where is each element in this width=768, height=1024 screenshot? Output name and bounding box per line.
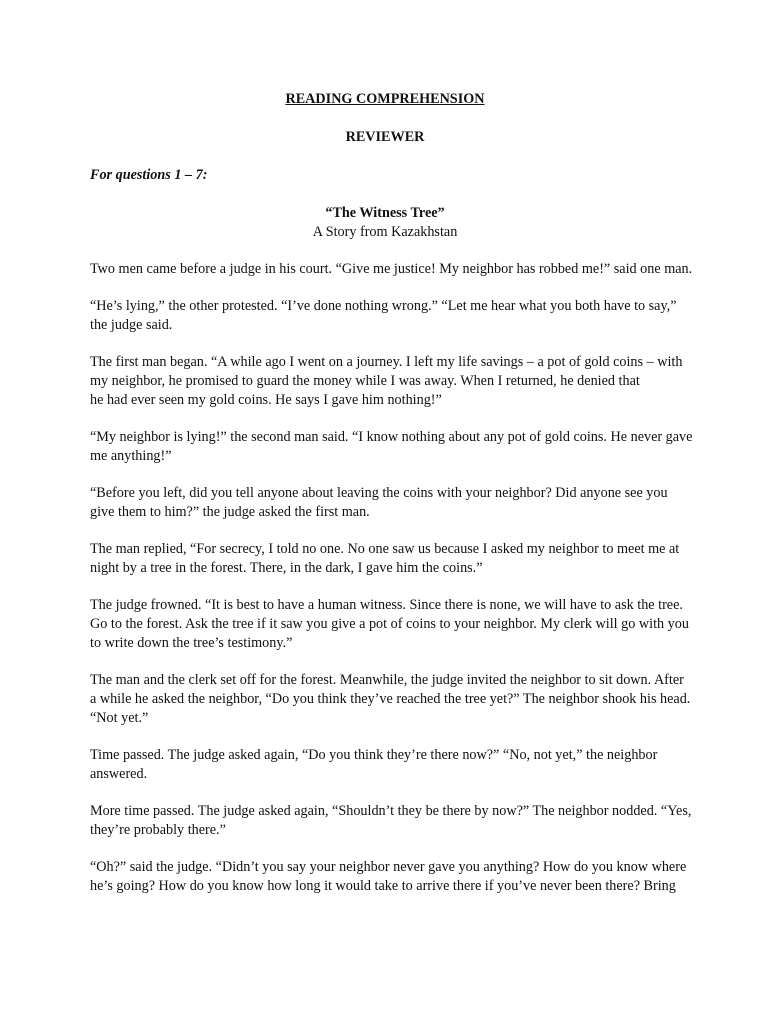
story-paragraph (90, 260, 693, 279)
story-paragraph (90, 746, 680, 784)
story-body (90, 260, 693, 896)
paragraph-line: Time passed. The judge asked again, “Do you think they’re there now?” “No, not yet,” the neighbor (90, 747, 658, 763)
paragraph-line: me anything!” (90, 448, 172, 464)
paragraph-line: they’re probably there.” (90, 822, 226, 838)
story-title: “The Witness Tree” (325, 205, 445, 221)
document-subheading: REVIEWER (345, 129, 425, 145)
paragraph-line: The man and the clerk set off for the forest. Meanwhile, the judge invited the neighbor to sit down. After (90, 672, 684, 688)
paragraph-line: a while he asked the neighbor, “Do you think they’ve reached the tree yet?” The neighbor shook his head. (90, 691, 691, 707)
paragraph-line: The judge frowned. “It is best to have a human witness. Since there is none, we will have to ask the tree. (90, 597, 683, 613)
document-page (90, 90, 693, 914)
story-paragraph (90, 671, 691, 728)
document-heading: READING COMPREHENSION (285, 91, 485, 107)
story-paragraph (90, 540, 680, 578)
paragraph-line: The man replied, “For secrecy, I told no one. No one saw us because I asked my neighbor to meet me at (90, 541, 680, 557)
paragraph-line: Go to the forest. Ask the tree if it saw you give a pot of coins to your neighbor. My clerk will go with you (90, 616, 689, 632)
paragraph-line: he’s going? How do you know how long it would take to arrive there if you’ve never been there? Bring (90, 878, 676, 894)
paragraph-line: to write down the tree’s testimony.” (90, 635, 293, 651)
questions-label: For questions 1 – 7: (90, 167, 208, 183)
paragraph-line: “He’s lying,” the other protested. “I’ve done nothing wrong.” “Let me hear what you both have to say,” (90, 298, 677, 314)
paragraph-line: give them to him?” the judge asked the first man. (90, 504, 370, 520)
paragraph-line: “Oh?” said the judge. “Didn’t you say your neighbor never gave you anything? How do you know where (90, 859, 687, 875)
paragraph-line: my neighbor, he promised to guard the money while I was away. When I returned, he denied that (90, 373, 640, 389)
paragraph-line: he had ever seen my gold coins. He says I gave him nothing!” (90, 392, 442, 408)
paragraph-line: More time passed. The judge asked again, “Shouldn’t they be there by now?” The neighbor nodded. “Yes, (90, 803, 692, 819)
story-paragraph (90, 802, 692, 840)
story-paragraph (90, 858, 687, 896)
story-paragraph (90, 484, 680, 522)
paragraph-line: night by a tree in the forest. There, in the dark, I gave him the coins.” (90, 560, 483, 576)
paragraph-line: “My neighbor is lying!” the second man said. “I know nothing about any pot of gold coins. He never gave (90, 429, 693, 445)
paragraph-line: “Before you left, did you tell anyone about leaving the coins with your neighbor? Did anyone see you (90, 485, 668, 501)
paragraph-line: Two men came before a judge in his court. “Give me justice! My neighbor has robbed me!” said one man. (90, 261, 693, 277)
story-paragraph (90, 353, 683, 410)
story-paragraph (90, 596, 689, 653)
story-paragraph (90, 428, 693, 466)
paragraph-line: the judge said. (90, 317, 173, 333)
story-subtitle: A Story from Kazakhstan (312, 224, 458, 240)
paragraph-line: The first man began. “A while ago I went on a journey. I left my life savings – a pot of gold coins – with (90, 354, 683, 370)
paragraph-line: “Not yet.” (90, 710, 149, 726)
paragraph-line: answered. (90, 766, 148, 782)
story-paragraph (90, 297, 680, 335)
